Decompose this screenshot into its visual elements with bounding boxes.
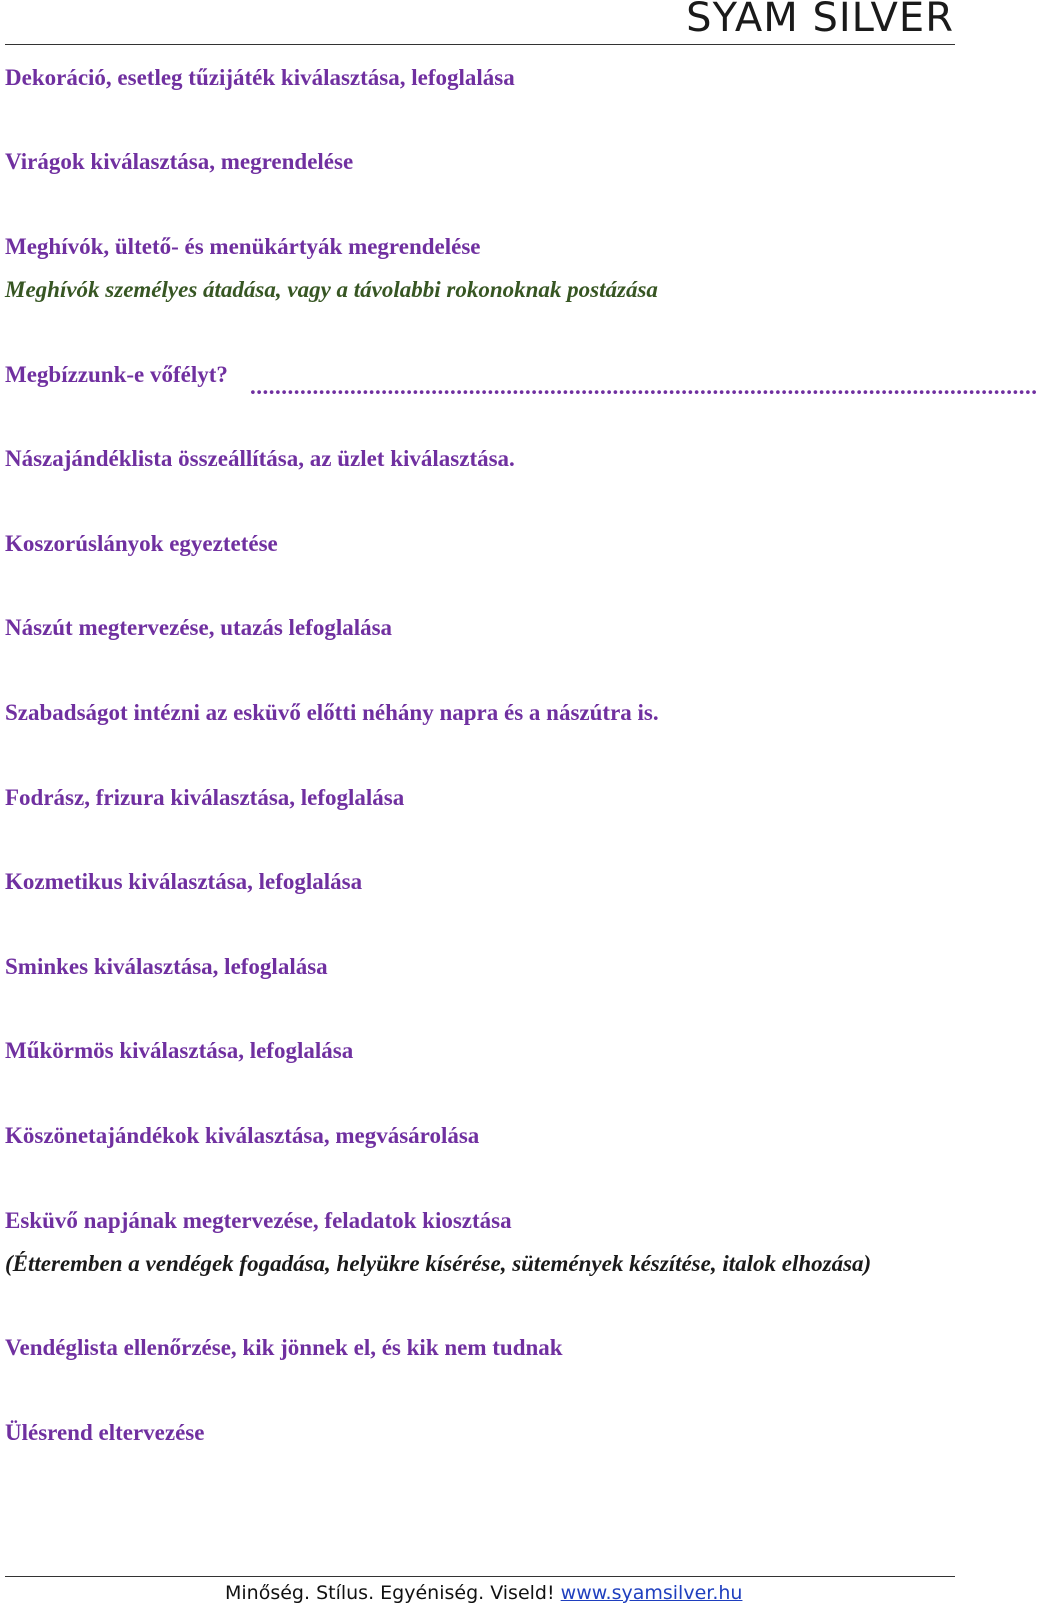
checklist-item-makeup: Sminkes kiválasztása, lefoglalása bbox=[5, 954, 328, 979]
checklist-item-flowers: Virágok kiválasztása, megrendelése bbox=[5, 149, 354, 174]
footer-divider bbox=[5, 1576, 955, 1577]
footer bbox=[225, 1580, 742, 1606]
header-divider bbox=[5, 44, 955, 45]
checklist-item-hairdresser: Fodrász, frizura kiválasztása, lefoglalása bbox=[5, 785, 405, 810]
checklist-item-beautician: Kozmetikus kiválasztása, lefoglalása bbox=[5, 869, 363, 894]
checklist-item-bridesmaids: Koszorúslányok egyeztetése bbox=[5, 531, 278, 556]
brand-logo: SYAM SILVER bbox=[686, 0, 954, 41]
checklist-item-thank-you-gifts: Köszönetajándékok kiválasztása, megvásárolása bbox=[5, 1123, 480, 1148]
checklist-item-invitations: Meghívók, ültető- és menükártyák megrendelése bbox=[5, 234, 481, 259]
checklist-item-manicure: Műkörmös kiválasztása, lefoglalása bbox=[5, 1038, 354, 1063]
footer-tagline: Minőség. Stílus. Egyéniség. Viseld! bbox=[225, 1582, 555, 1604]
checklist-item-gift-list: Nászajándéklista összeállítása, az üzlet kiválasztása. bbox=[5, 446, 515, 471]
checklist-item-wedding-day-plan: Esküvő napjának megtervezése, feladatok kiosztása bbox=[5, 1208, 512, 1233]
checklist-item-vacation: Szabadságot intézni az esküvő előtti néhány napra és a nászútra is. bbox=[5, 700, 659, 725]
checklist-note-invitation-delivery: Meghívók személyes átadása, vagy a távolabbi rokonoknak postázása bbox=[5, 277, 658, 302]
footer-website-link[interactable]: www.syamsilver.hu bbox=[560, 1582, 743, 1604]
leader-dots: .............................................................................................................................. bbox=[250, 374, 1038, 399]
checklist-item-best-man: Megbízzunk-e vőfélyt? bbox=[5, 362, 228, 387]
checklist-item-seating: Ülésrend eltervezése bbox=[5, 1420, 205, 1445]
checklist-note-restaurant-tasks: (Étteremben a vendégek fogadása, helyükre kísérése, sütemények készítése, italok elhozása) bbox=[5, 1251, 872, 1276]
checklist-item-decoration: Dekoráció, esetleg tűzijáték kiválasztása, lefoglalása bbox=[5, 65, 515, 90]
checklist-item-honeymoon: Nászút megtervezése, utazás lefoglalása bbox=[5, 615, 393, 640]
checklist-item-guest-list: Vendéglista ellenőrzése, kik jönnek el, és kik nem tudnak bbox=[5, 1335, 563, 1360]
